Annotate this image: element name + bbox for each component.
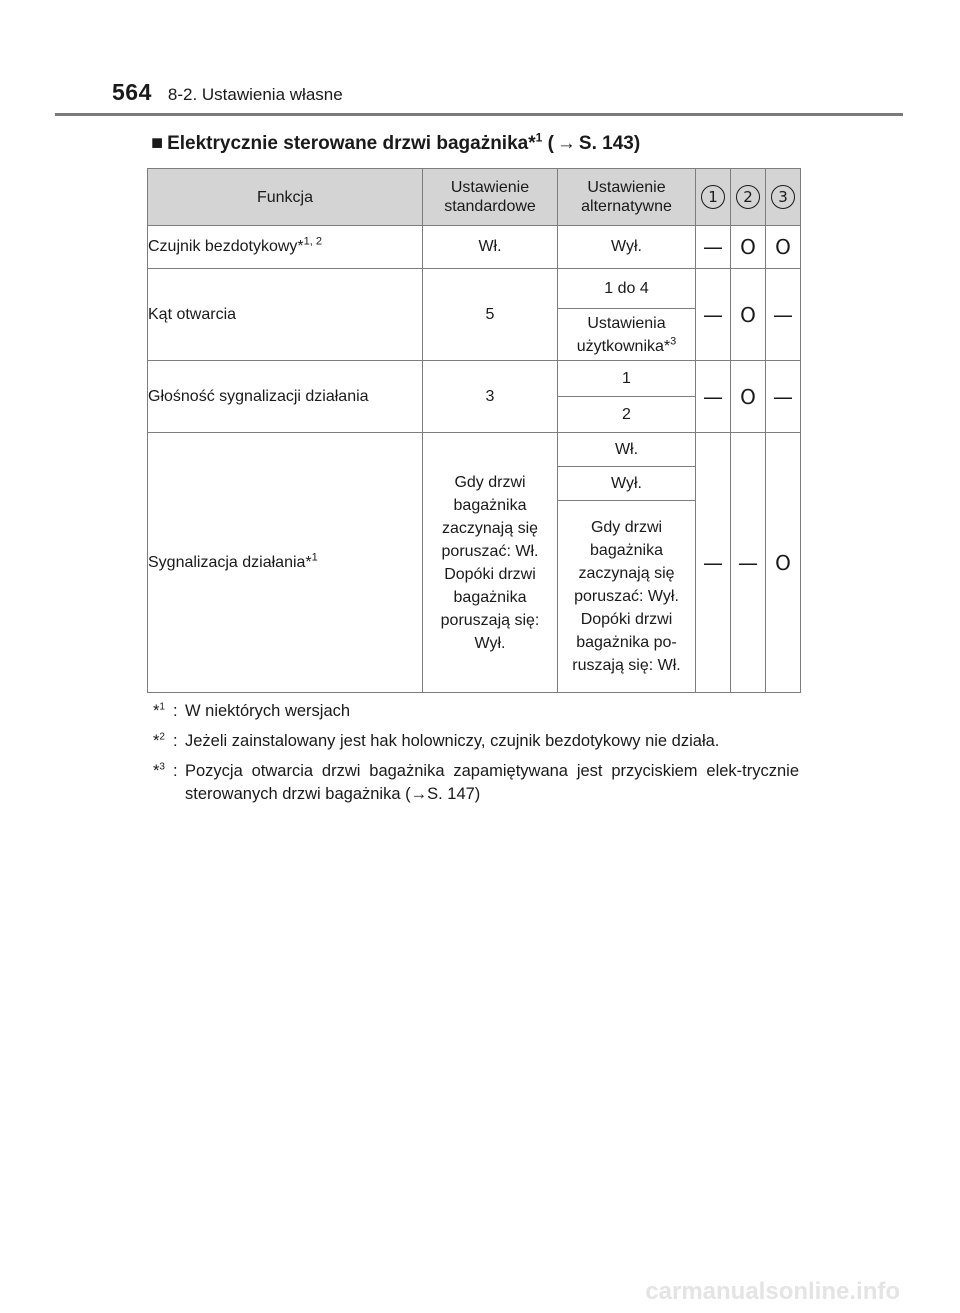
settings-table [147, 168, 801, 693]
circled-number-2-icon: 2 [736, 185, 760, 209]
cell-mark-3: O [766, 226, 801, 269]
cell-alternative: Wył. [558, 467, 696, 501]
table-header-row [148, 169, 801, 226]
cell-standard: Gdy drzwi bagażnika zaczynają się poruszać: Wł. Dopóki drzwi bagażnika poruszają się: Wył. [423, 433, 558, 693]
cell-mark-2: O [731, 226, 766, 269]
page-number: 564 [112, 79, 152, 105]
table-row [148, 226, 801, 269]
footnote-text: Jeżeli zainstalowany jest hak holowniczy, czujnik bezdotykowy nie działa. [185, 732, 720, 750]
site-watermark: carmanualsonline.info [645, 1278, 900, 1305]
circled-number-3-icon: 3 [771, 185, 795, 209]
cell-mark-2: O [731, 269, 766, 361]
section-title-footnote: 1 [535, 130, 543, 145]
footnote-text: Pozycja otwarcia drzwi bagażnika zapamiętywana jest przyciskiem elek-trycznie sterowanych drzwi bagażnika (→S. 147) [185, 762, 799, 803]
cell-alternative: 1 [558, 361, 696, 397]
header-divider [55, 113, 903, 116]
cell-mark-1: — [696, 361, 731, 433]
cell-mark-3: — [766, 269, 801, 361]
circled-number-1-icon: 1 [701, 185, 725, 209]
cell-alternative: 2 [558, 397, 696, 433]
chapter-title: 8-2. Ustawienia własne [167, 85, 343, 104]
cell-alternative: Gdy drzwi bagażnika zaczynają się poruszać: Wył. Dopóki drzwi bagażnika po-ruszają się: Wł. [558, 501, 696, 693]
arrow-right-icon: → [556, 133, 576, 154]
table-row [148, 361, 801, 397]
footnote-text: W niektórych wersjach [185, 702, 351, 720]
cell-alternative: Wył. [558, 226, 696, 269]
header-alternative: Ustawienie alternatywne [558, 169, 696, 226]
row-label: Kąt otwarcia [148, 269, 423, 361]
footnote-item: *$^2$ : Jeżeli zainstalowany jest hak holowniczy, czujnik bezdotykowy nie działa. [153, 730, 799, 753]
page-reference[interactable]: ( → S. 143) [547, 133, 641, 154]
header-standard: Ustawienie standardowe [423, 169, 558, 226]
cell-mark-1: — [696, 269, 731, 361]
cell-mark-3: — [766, 361, 801, 433]
section-heading [151, 132, 640, 155]
cell-standard: 3 [423, 361, 558, 433]
section-title: Elektrycznie sterowane drzwi bagażnika* [167, 133, 536, 154]
table-row [148, 269, 801, 309]
cell-mark-1: — [696, 433, 731, 693]
cell-alternative: Wł. [558, 433, 696, 467]
row-label: Czujnik bezdotykowy*$^{1, 2}$ [148, 226, 423, 269]
row-label: Sygnalizacja działania*$^1$ [148, 433, 423, 693]
cell-alternative: Ustawienia użytkownika*$^3$ [558, 309, 696, 361]
row-label: Głośność sygnalizacji działania [148, 361, 423, 433]
header-col-1 [696, 169, 731, 226]
footnote-item: *$^1$ : W niektórych wersjach [153, 700, 799, 723]
footnote-item: *$^3$ : Pozycja otwarcia drzwi bagażnika zapamiętywana jest przyciskiem elek-trycznie sterowanych drzwi bagażnika (→S. 147) [153, 760, 799, 806]
page-header [112, 79, 343, 106]
cell-mark-1: — [696, 226, 731, 269]
cell-mark-2: — [731, 433, 766, 693]
footnotes [153, 700, 799, 813]
cell-standard: 5 [423, 269, 558, 361]
cell-mark-3: O [766, 433, 801, 693]
cell-mark-2: O [731, 361, 766, 433]
square-bullet-icon: ■ [151, 132, 164, 154]
table-row [148, 433, 801, 467]
header-function: Funkcja [148, 169, 423, 226]
header-col-3 [766, 169, 801, 226]
cell-alternative: 1 do 4 [558, 269, 696, 309]
cell-standard: Wł. [423, 226, 558, 269]
header-col-2 [731, 169, 766, 226]
